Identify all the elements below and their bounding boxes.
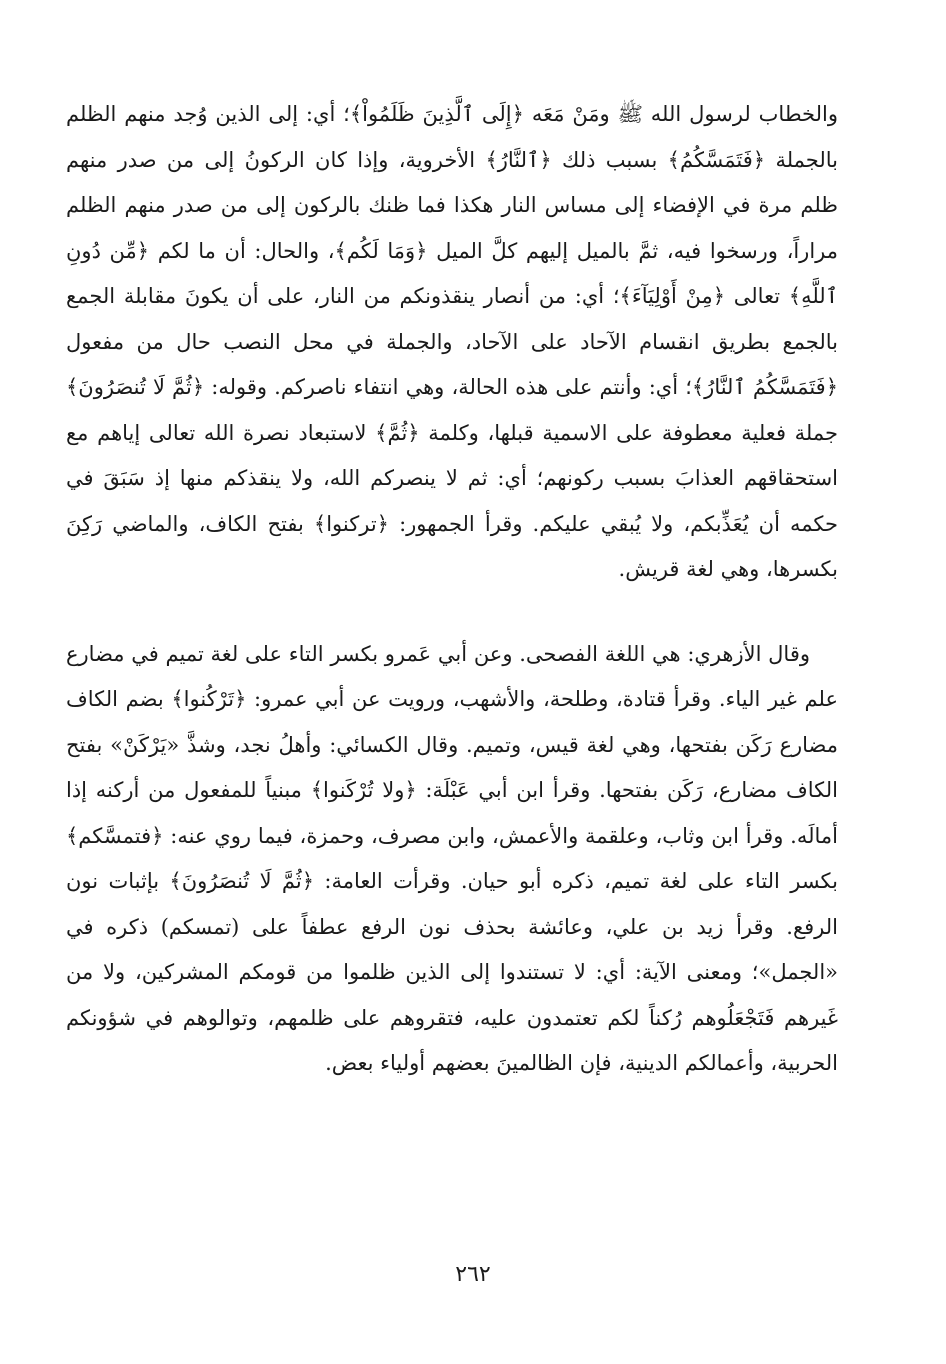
page-body	[66, 92, 838, 1087]
paragraph-1: والخطاب لرسول الله ﷺ ومَنْ مَعَه ﴿إِلَى ٱلَّذِينَ ظَلَمُواْ﴾؛ أي: إلى الذين وُجد منهم الظلم بالجملة ﴿فَتَمَسَّكُمُ﴾ بسبب ذلك ﴿ٱلنَّارُ﴾ الأخروية، وإذا كان الركونُ إلى من صدر منهم ظلم مرة في الإفضاء إلى مساس النار هكذا فما ظنك بالركون إلى من صدر منهم الظلم مراراً، ورسخوا فيه، ثمَّ بالميل إليهم كلَّ الميل ﴿وَمَا لَكُم﴾، والحال: أن ما لكم ﴿مِّن دُونِ ٱللَّهِ﴾ تعالى ﴿مِنْ أَوْلِيَآءَ﴾؛ أي: من أنصار ينقذونكم من النار، على أن يكونَ مقابلة الجمع بالجمع بطريق انقسام الآحاد على الآحاد، والجملة في محل النصب حال من مفعول ﴿فَتَمَسَّكُمُ ٱلنَّارُ﴾؛ أي: وأنتم على هذه الحالة، وهي انتفاء ناصركم. وقوله: ﴿ثُمَّ لَا تُنصَرُونَ﴾ جملة فعلية معطوفة على الاسمية قبلها، وكلمة ﴿ثُمَّ﴾ لاستبعاد نصرة الله تعالى إياهم مع استحقاقهم العذابَ بسبب ركونهم؛ أي: ثم لا ينصركم الله، ولا ينقذكم منها إذ سَبَقَ في حكمه أن يُعَذِّبكم، ولا يُبقي عليكم. وقرأ الجمهور: ﴿تركنوا﴾ بفتح الكاف، والماضي رَكِنَ بكسرها، وهي لغة قريش.	[66, 102, 838, 581]
page-number: ٢٦٢	[455, 1262, 491, 1287]
paragraph-2: وقال الأزهري: هي اللغة الفصحى. وعن أبي عَمرو بكسر التاء على لغة تميم في مضارع علم غير الياء. وقرأ قتادة، وطلحة، والأشهب، ورويت عن أبي عمرو: ﴿تَرْكُنوا﴾ بضم الكاف مضارع رَكَن بفتحها، وهي لغة قيس، وتميم. وقال الكسائي: وأهلُ نجد، وشذَّ «يَرْكَنْ» بفتح الكاف مضارع، رَكَن بفتحها. وقرأ ابن أبي عَبْلَة: ﴿ولا تُرْكَنوا﴾ مبنياً للمفعول من أركنه إذا أمالَه. وقرأ ابن وثاب، وعلقمة والأعمش، وابن مصرف، وحمزة، فيما روي عنه: ﴿فتمسَّكم﴾ بكسر التاء على لغة تميم، ذكره أبو حيان. وقرأت العامة: ﴿ثُمَّ لَا تُنصَرُونَ﴾ بإثبات نون الرفع. وقرأ زيد بن علي، وعائشة بحذف نون الرفع عطفاً على (تمسكم) ذكره في «الجمل»؛ ومعنى الآية: أي: لا تستندوا إلى الذين ظلموا من قومكم المشركين، ولا من غَيرهم فَتَجْعَلُوهم رُكناً لكم تعتمدون عليه، فتقروهم على ظلمهم، وتوالوهم في شؤونكم الحربية، وأعمالكم الدينية، فإن الظالمينَ بعضهم أولياء بعض.	[66, 641, 838, 1075]
